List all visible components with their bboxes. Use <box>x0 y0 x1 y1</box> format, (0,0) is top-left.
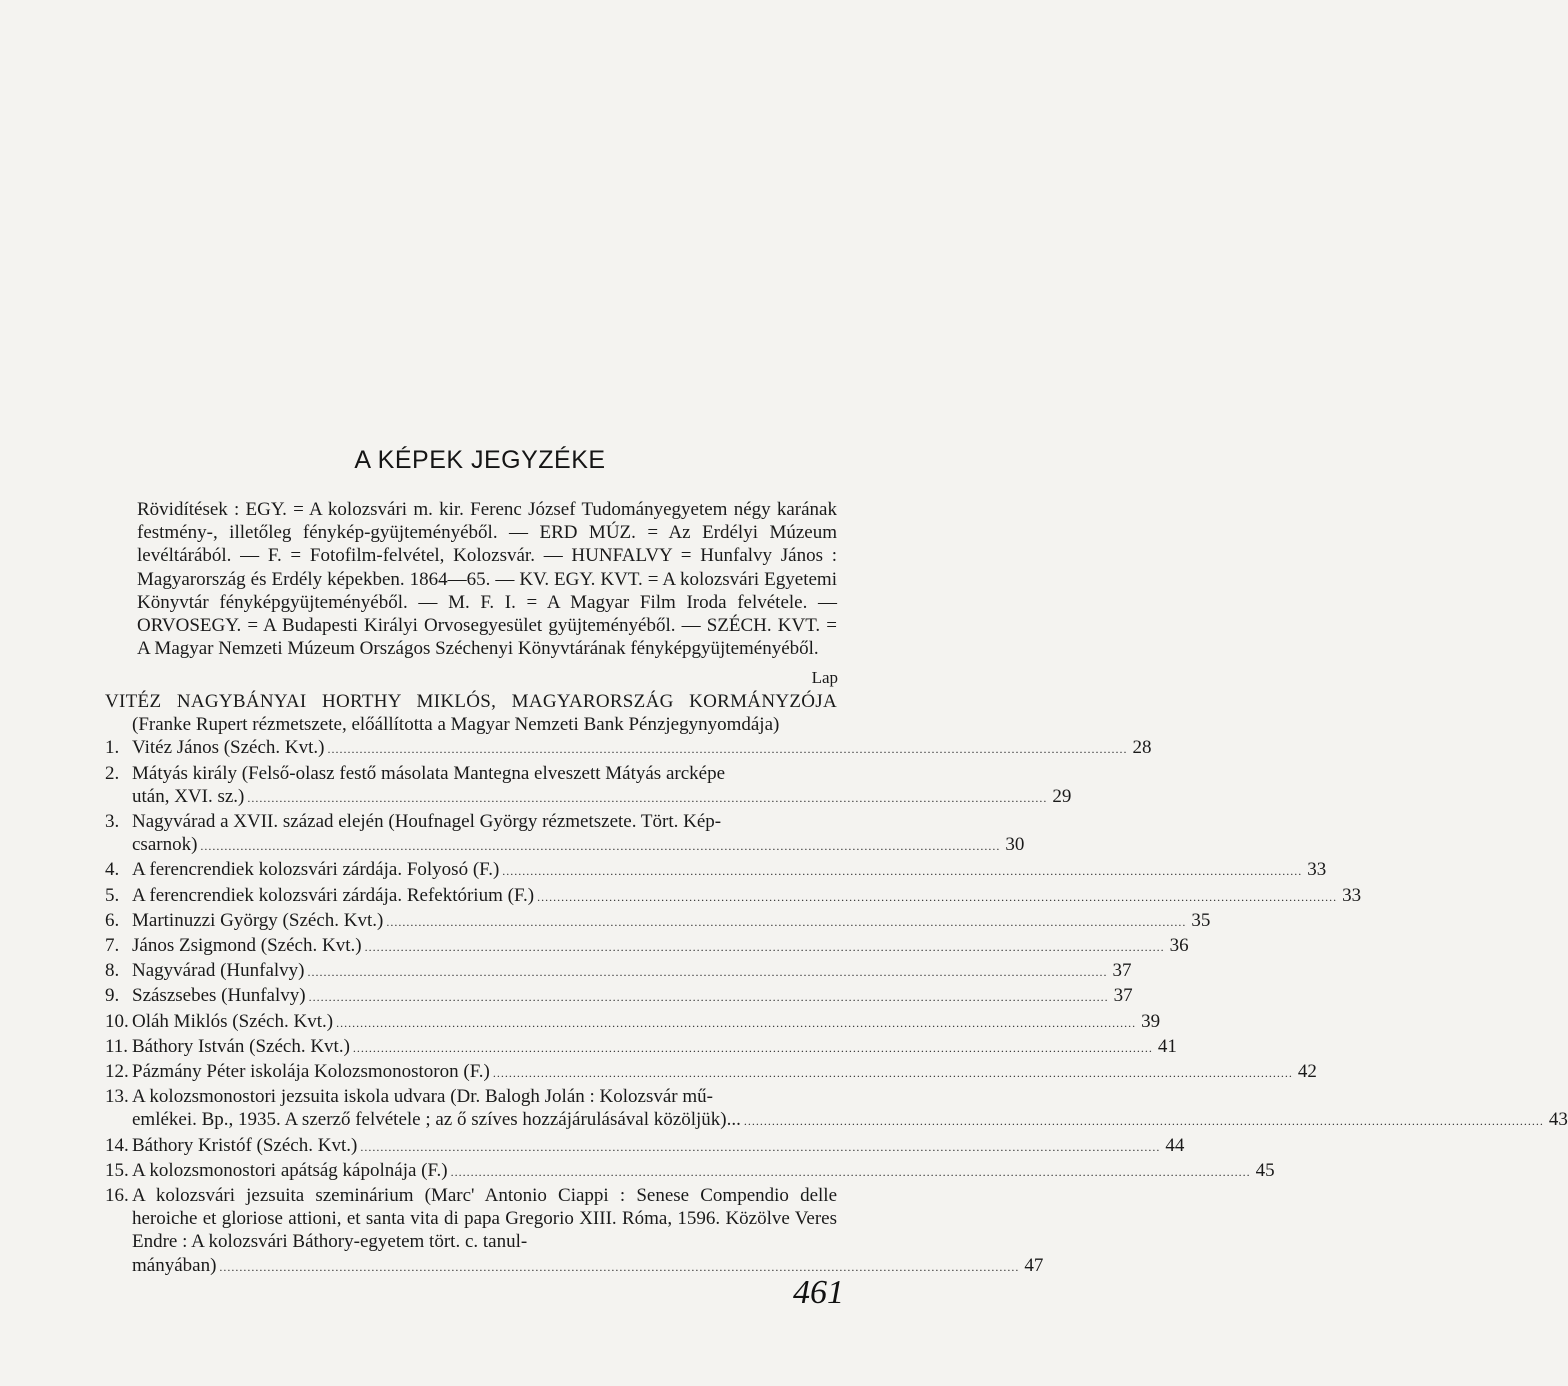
entry-page: 35 <box>1191 909 1211 931</box>
entry-title: A kolozsmonostori apátság kápolnája (F.) <box>132 1159 448 1181</box>
dot-leader: ........................................................................................................................................................................................................ <box>336 1015 1137 1030</box>
entry-number: 15. <box>105 1159 129 1181</box>
list-item <box>105 1159 1275 1184</box>
entry-title: A ferencrendiek kolozsvári zárdája. Refektórium (F.) <box>132 884 535 906</box>
entry-page: 33 <box>1342 884 1362 906</box>
section-heading-title: VITÉZ NAGYBÁNYAI HORTHY MIKLÓS, MAGYARORSZÁG KORMÁNYZÓJA <box>105 691 837 712</box>
list-item <box>105 1134 1185 1159</box>
list-item <box>105 1010 1161 1035</box>
entry-number: 3. <box>105 811 120 833</box>
entry-title: Vitéz János (Széch. Kvt.) <box>132 737 325 759</box>
list-item <box>105 909 1211 934</box>
entry-number: 7. <box>105 935 120 957</box>
entry-number: 6. <box>105 909 120 931</box>
entry-number: 16. <box>105 1185 129 1207</box>
entry-number: 4. <box>105 859 120 881</box>
entry-number: 14. <box>105 1134 129 1156</box>
entry-number: 5. <box>105 884 120 906</box>
entry-number: 12. <box>105 1061 129 1083</box>
entry-title: Nagyvárad (Hunfalvy) <box>132 960 305 982</box>
list-item <box>105 984 1133 1009</box>
entry-title-continued: után, XVI. sz.) <box>132 785 245 807</box>
entry-title: A kolozsmonostori jezsuita iskola udvara (Dr. Balogh Jolán : Kolozsvár mű- <box>132 1086 713 1108</box>
entry-title: János Zsigmond (Széch. Kvt.) <box>132 935 362 957</box>
entry-page: 33 <box>1307 859 1327 881</box>
entry-title: Martinuzzi György (Széch. Kvt.) <box>132 909 384 931</box>
section-heading-note: (Franke Rupert rézmetszete, előállította a Magyar Nemzeti Bank Pénzjegynyomdája) <box>132 714 780 736</box>
section-heading <box>105 690 837 736</box>
entry-page: 39 <box>1141 1010 1161 1032</box>
entry-page: 44 <box>1165 1134 1185 1156</box>
entry-title: Mátyás király (Felső-olasz festő másolata Mantegna elveszett Mátyás arcképe <box>132 762 726 784</box>
entry-number: 13. <box>105 1086 129 1108</box>
entry-page: 45 <box>1255 1159 1275 1181</box>
list-item <box>105 1184 1044 1279</box>
list-item <box>105 858 1327 883</box>
dot-leader: ........................................................................................................................................................................................................ <box>537 889 1338 904</box>
entry-title: Pázmány Péter iskolája Kolozsmonostoron (F.) <box>132 1061 490 1083</box>
page-number: 461 <box>793 1274 844 1311</box>
dot-leader: ........................................................................................................................................................................................................ <box>492 1066 1293 1081</box>
entry-title: A kolozsvári jezsuita szeminárium (Marc' Antonio Ciappi : Senese Compendio delle heroiche et gloriose attioni, et santa vita di papa Gregorio XIII. Róma, 1596. Közölve Veres Endre : A kolozsvári Báthory-egyetem tört. c. tanul- <box>132 1185 837 1253</box>
entry-number: 11. <box>105 1035 129 1057</box>
entry-page: 37 <box>1112 960 1132 982</box>
list-item <box>105 1085 1568 1133</box>
list-item <box>105 736 1152 761</box>
dot-leader: ........................................................................................................................................................................................................ <box>386 914 1187 929</box>
dot-leader: ........................................................................................................................................................................................................ <box>450 1164 1251 1179</box>
dot-leader: ........................................................................................................................................................................................................ <box>308 990 1109 1005</box>
entry-title-continued: csarnok) <box>132 834 198 856</box>
entry-number: 9. <box>105 985 120 1007</box>
list-item <box>105 934 1189 959</box>
entry-page: 43 <box>1548 1109 1568 1131</box>
entry-title: Nagyvárad a XVII. század elején (Houfnagel György rézmetszete. Tört. Kép- <box>132 811 722 833</box>
dot-leader: ........................................................................................................................................................................................................ <box>364 940 1165 955</box>
page-column-header: Lap <box>811 668 838 687</box>
dot-leader: ........................................................................................................................................................................................................ <box>502 864 1303 879</box>
image-list <box>105 736 1568 1278</box>
page-title: A KÉPEK JEGYZÉKE <box>354 446 606 474</box>
entry-title: Báthory István (Széch. Kvt.) <box>132 1035 350 1057</box>
entry-page: 37 <box>1113 985 1133 1007</box>
list-item <box>105 884 1362 909</box>
list-item <box>105 810 1025 858</box>
dot-leader: ........................................................................................................................................................................................................ <box>247 790 1048 805</box>
entry-page: 47 <box>1024 1254 1044 1276</box>
entry-page: 30 <box>1005 834 1025 856</box>
dot-leader: ........................................................................................................................................................................................................ <box>219 1259 1020 1274</box>
abbreviations-paragraph: Rövidítések : EGY. = A kolozsvári m. kir. Ferenc József Tudományegyetem négy karának festmény-, illetőleg fénykép-gyüjteményéből. — ERD MÚZ. = Az Erdélyi Múzeum levéltárából. — F. = Fotofilm-felvétel, Kolozsvár. — HUNFALVY = Hunfalvy János : Magyarország és Erdély képekben. 1864—65. — KV. EGY. KVT. = A kolozsvári Egyetemi Könyvtár fényképgyüjteményéből. — M. F. I. = A Magyar Film Iroda felvétele. — ORVOSEGY. = A Budapesti Királyi Orvosegyesület gyüjteményéből. — SZÉCH. KVT. = A Magyar Nemzeti Múzeum Országos Széchenyi Könyvtárának fényképgyüjteményéből. <box>137 499 837 660</box>
entry-number: 2. <box>105 762 120 784</box>
entry-title: Oláh Miklós (Széch. Kvt.) <box>132 1010 334 1032</box>
list-item <box>105 1035 1177 1060</box>
entry-page: 28 <box>1132 737 1152 759</box>
entry-page: 36 <box>1169 935 1189 957</box>
entry-number: 8. <box>105 960 120 982</box>
entry-number: 10. <box>105 1010 129 1032</box>
dot-leader: ........................................................................................................................................................................................................ <box>327 742 1128 757</box>
entry-title-continued: mányában) <box>132 1254 217 1276</box>
entry-page: 41 <box>1157 1035 1177 1057</box>
entry-number: 1. <box>105 737 120 759</box>
list-item <box>105 762 1072 810</box>
entry-title-continued: emlékei. Bp., 1935. A szerző felvétele ; az ő szíves hozzájárulásával közöljük)... <box>132 1109 741 1131</box>
dot-leader: ........................................................................................................................................................................................................ <box>360 1139 1161 1154</box>
entry-page: 29 <box>1052 785 1072 807</box>
entry-title: Báthory Kristóf (Széch. Kvt.) <box>132 1134 358 1156</box>
section-portrait <box>105 690 1568 1279</box>
entry-page: 42 <box>1297 1061 1317 1083</box>
entry-title: A ferencrendiek kolozsvári zárdája. Folyosó (F.) <box>132 859 500 881</box>
dot-leader: ........................................................................................................................................................................................................ <box>352 1040 1153 1055</box>
dot-leader: ........................................................................................................................................................................................................ <box>307 965 1108 980</box>
list-item <box>105 959 1132 984</box>
dot-leader: ........................................................................................................................................................................................................ <box>743 1114 1544 1129</box>
list-item <box>105 1060 1317 1085</box>
entry-title: Szászsebes (Hunfalvy) <box>132 985 306 1007</box>
dot-leader: ........................................................................................................................................................................................................ <box>200 839 1001 854</box>
